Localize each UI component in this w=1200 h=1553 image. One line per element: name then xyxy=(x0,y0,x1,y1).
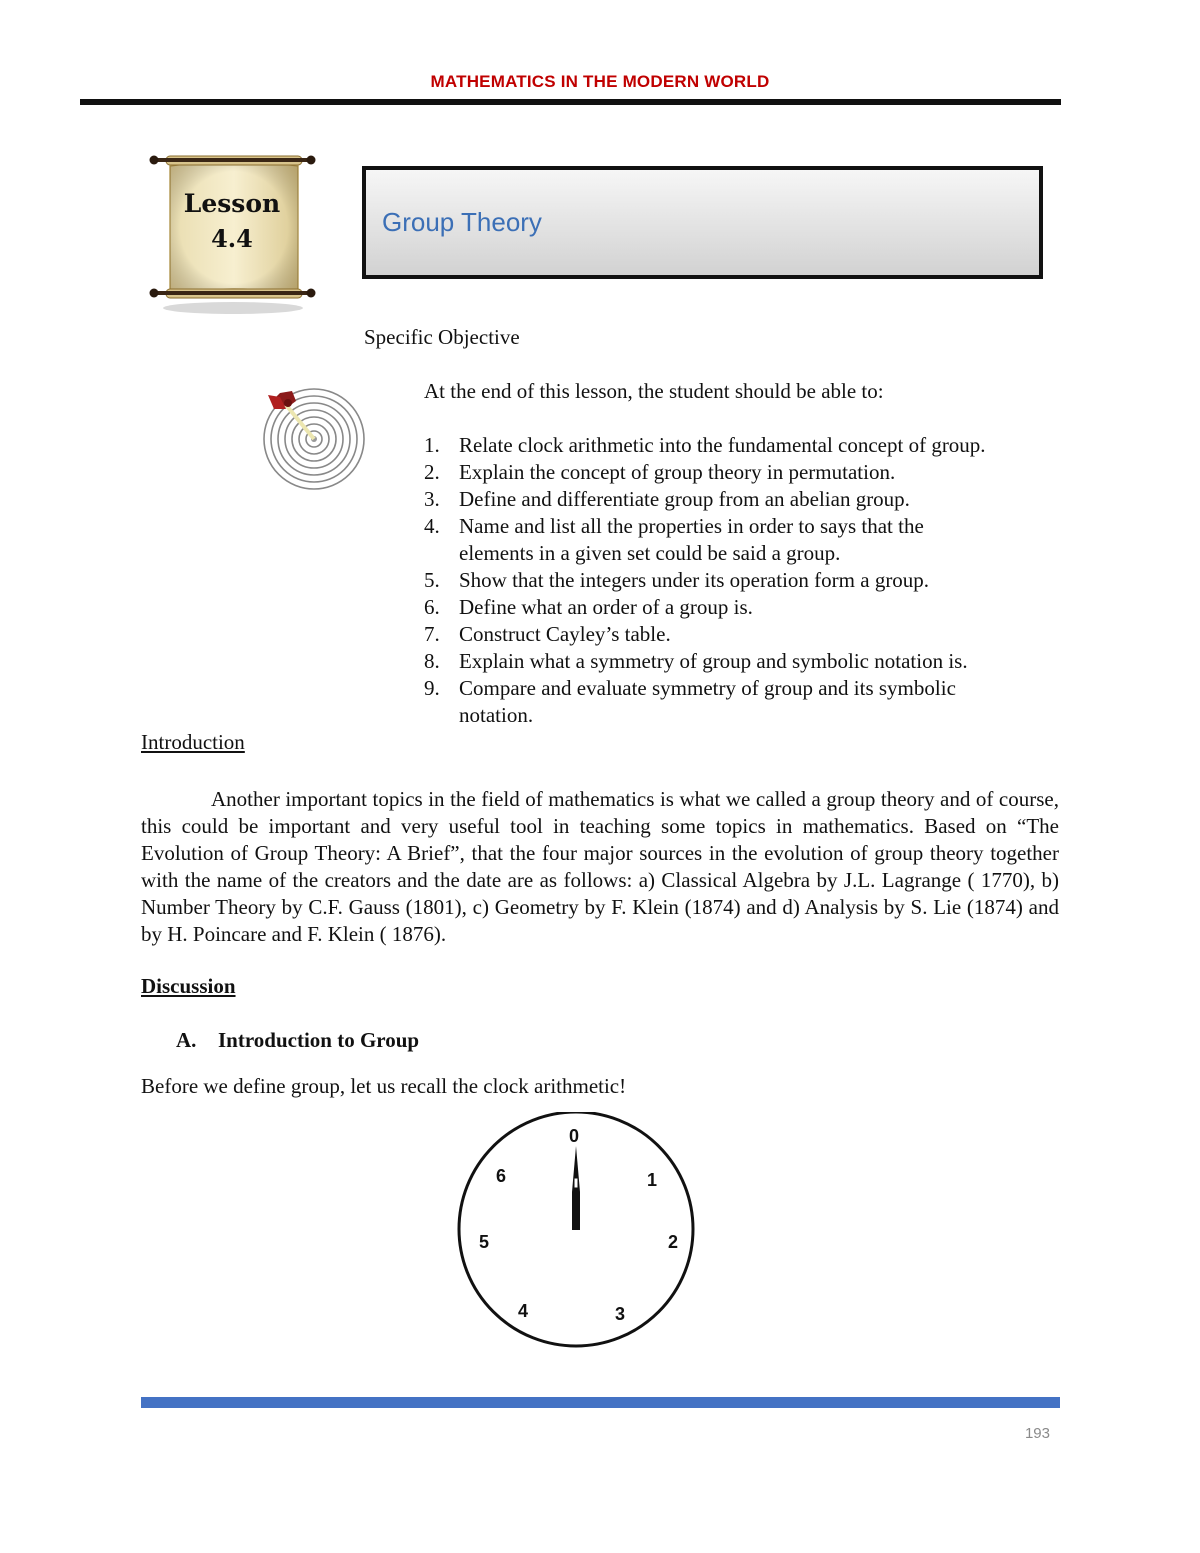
objective-number: 8. xyxy=(424,649,440,673)
objective-text: Explain what a symmetry of group and symbolic notation is. xyxy=(459,649,968,673)
objective-item xyxy=(424,675,956,727)
scroll-badge-number: 4.4 xyxy=(211,224,253,253)
introduction-paragraph: Another important topics in the field of mathematics is what we called a group theory and of course, this could be important and very useful tool in teaching some topics in mathematics. Based on “The Evolution of Group Theory: A Brief”, that the four major sources in the evolution of group theory together with the name of the creators and the date are as follows: a) Classical Algebra by J.L. Lagrange ( 1770), b) Number Theory by C.F. Gauss (1801), c) Geometry by F. Klein (1874) and d) Analysis by S. Lie (1874) and by H. Poincare and F. Klein ( 1876). xyxy=(141,787,1059,946)
scroll-badge-word: Lesson xyxy=(183,189,281,218)
target-icon xyxy=(258,383,368,493)
objective-text: Construct Cayley’s table. xyxy=(459,622,671,646)
objective-item xyxy=(424,459,896,486)
objective-text: Define what an order of a group is. xyxy=(459,595,753,619)
objective-text: Show that the integers under its operation form a group. xyxy=(459,568,930,592)
clock-hour-hand xyxy=(572,1192,580,1230)
clock-number-6: 6 xyxy=(496,1166,507,1186)
objective-number: 9. xyxy=(424,676,440,700)
clock-number-3: 3 xyxy=(615,1304,626,1324)
clock-intro-text: Before we define group, let us recall the clock arithmetic! xyxy=(141,1074,627,1098)
objective-item xyxy=(424,432,986,459)
objective-item xyxy=(424,486,910,513)
clock-number-1: 1 xyxy=(647,1170,658,1190)
introduction-heading: Introduction xyxy=(141,730,245,754)
objective-item xyxy=(424,567,930,594)
clock-number-2: 2 xyxy=(668,1232,679,1252)
course-header-title: MATHEMATICS IN THE MODERN WORLD xyxy=(430,72,770,91)
objective-item xyxy=(424,513,924,565)
objective-text: Define and differentiate group from an abelian group. xyxy=(459,487,910,511)
objective-number: 2. xyxy=(424,460,440,484)
subsection-heading xyxy=(176,1028,419,1053)
objective-heading: Specific Objective xyxy=(364,325,520,349)
objective-number: 6. xyxy=(424,595,440,619)
clock-number-5: 5 xyxy=(479,1232,490,1252)
objective-item xyxy=(424,648,968,675)
clock-number-0: 0 xyxy=(569,1126,580,1146)
discussion-heading: Discussion xyxy=(141,974,236,998)
scroll-icon xyxy=(148,148,318,316)
subsection-title: Introduction to Group xyxy=(218,1028,420,1052)
objective-intro: At the end of this lesson, the student should be able to: xyxy=(424,379,884,403)
objective-number: 1. xyxy=(424,433,440,457)
objective-text: Compare and evaluate symmetry of group and its symbolic notation. xyxy=(459,676,956,727)
objective-item xyxy=(424,621,671,648)
clock-number-4: 4 xyxy=(518,1301,529,1321)
objective-text: Relate clock arithmetic into the fundamental concept of group. xyxy=(459,433,986,457)
objective-number: 5. xyxy=(424,568,440,592)
subsection-letter: A. xyxy=(176,1028,197,1052)
objective-item xyxy=(424,594,753,621)
objective-number: 4. xyxy=(424,514,440,538)
objective-number: 7. xyxy=(424,622,440,646)
objective-text: Name and list all the properties in order to says that the elements in a given set could be said a group. xyxy=(459,514,924,565)
clock-icon xyxy=(455,1112,705,1352)
header-rule xyxy=(80,99,1061,105)
lesson-title: Group Theory xyxy=(382,207,542,237)
page-number: 193 xyxy=(1024,1425,1050,1442)
objective-text: Explain the concept of group theory in permutation. xyxy=(459,460,896,484)
objective-number: 3. xyxy=(424,487,440,511)
footer-bar xyxy=(141,1397,1060,1408)
